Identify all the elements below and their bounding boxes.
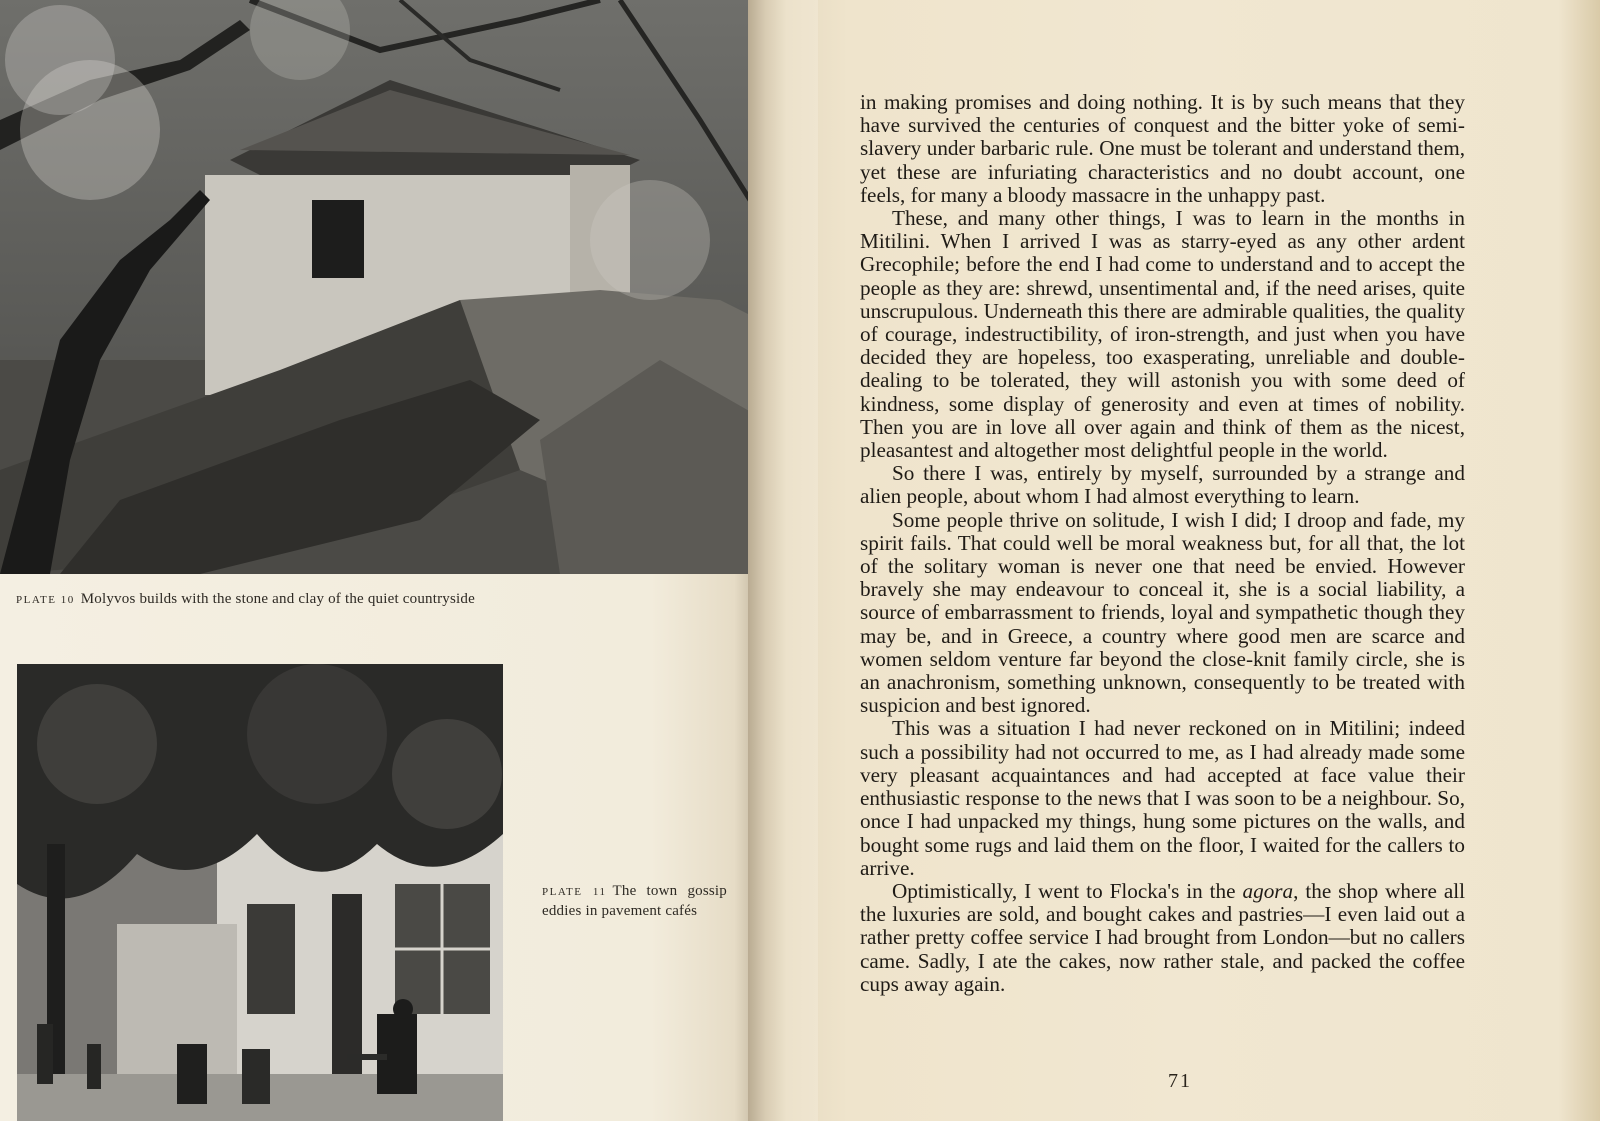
left-page <box>0 0 765 1121</box>
plate-10-photo <box>0 0 765 574</box>
plate-11-caption <box>542 882 727 921</box>
paragraph-3: So there I was, entirely by myself, surrounded by a strange and alien people, about whom I had almost everything to learn. <box>860 461 1465 509</box>
italic-agora: agora <box>1242 878 1294 903</box>
plate-11-label: PLATE 11 <box>542 886 607 898</box>
plate-11-caption-text: The town gossip eddies in pavement cafés <box>542 883 728 919</box>
paragraph-6-end: , the shop where all the luxuries are sold, and bought cakes and pastries—I even laid out a rather pretty coffee service I had brought from London—but no callers came. Sadly, I ate the cakes, now rather stale, and packed the coffee cups away again. <box>860 878 1465 996</box>
paragraph-6-start: Optimistically, I went to Flocka's in the <box>892 878 1243 903</box>
plate-10-label: PLATE 10 <box>16 594 75 606</box>
paragraph-4: Some people thrive on solitude, I wish I did; I droop and fade, my spirit fails. That could well be moral weakness but, for all that, the lot of the solitary woman is never one that need be envied. However bravely she may endeavour to conceal it, she is a social liability, a source of embarrassment to friends, loyal and sympathetic though they may be, and in Greece, a country where good men are scarce and women seldom venture far beyond the close-knit family circle, she is an anachronism, something unknown, consequently to be treated with suspicion and best ignored. <box>860 507 1465 718</box>
paragraph-1: in making promises and doing nothing. It is by such means that they have survived the centuries of conquest and the bitter yoke of semi-slavery under barbaric rule. One must be tolerant and understand them, yet these are infuriating characteristics and no doubt account, one feels, for many a bloody massacre in the unhappy past. <box>860 90 1465 207</box>
plate-10-caption <box>16 590 506 610</box>
paragraph-6 <box>860 880 1465 996</box>
plate-11-photo <box>17 664 503 1121</box>
paragraph-2: These, and many other things, I was to learn in the months in Mitilini. When I arrived I was as starry-eyed as any other ardent Grecophile; before the end I had come to understand and to accept the people as they are: shrewd, unsentimental and, if the need arises, quite unscrupulous. Underneath this there are admirable qualities, the quality of courage, indestructibility, of iron-strength, and just when you have decided they are hopeless, too exasperating, unreliable and double-dealing to be tolerated, they will astonish you with some deed of kindness, some display of generosity and even at times of nobility. Then you are in love all over again and think of them as the nicest, pleasantest and altogether most delightful people in the world. <box>860 206 1465 463</box>
book-gutter <box>748 0 818 1121</box>
plate-10-caption-text: Molyvos builds with the stone and clay of the quiet countryside <box>80 591 475 607</box>
body-text <box>860 91 1465 996</box>
paragraph-5: This was a situation I had never reckoned on in Mitilini; indeed such a possibility had not occurred to me, as I had already made some very pleasant acquaintances and had accepted at face value their enthusiastic response to the news that I was soon to be a neighbour. So, once I had unpacked my things, hung some pictures on the walls, and bought some rugs and laid them on the floor, I waited for the callers to arrive. <box>860 716 1465 880</box>
page-number: 71 <box>1168 1070 1192 1092</box>
